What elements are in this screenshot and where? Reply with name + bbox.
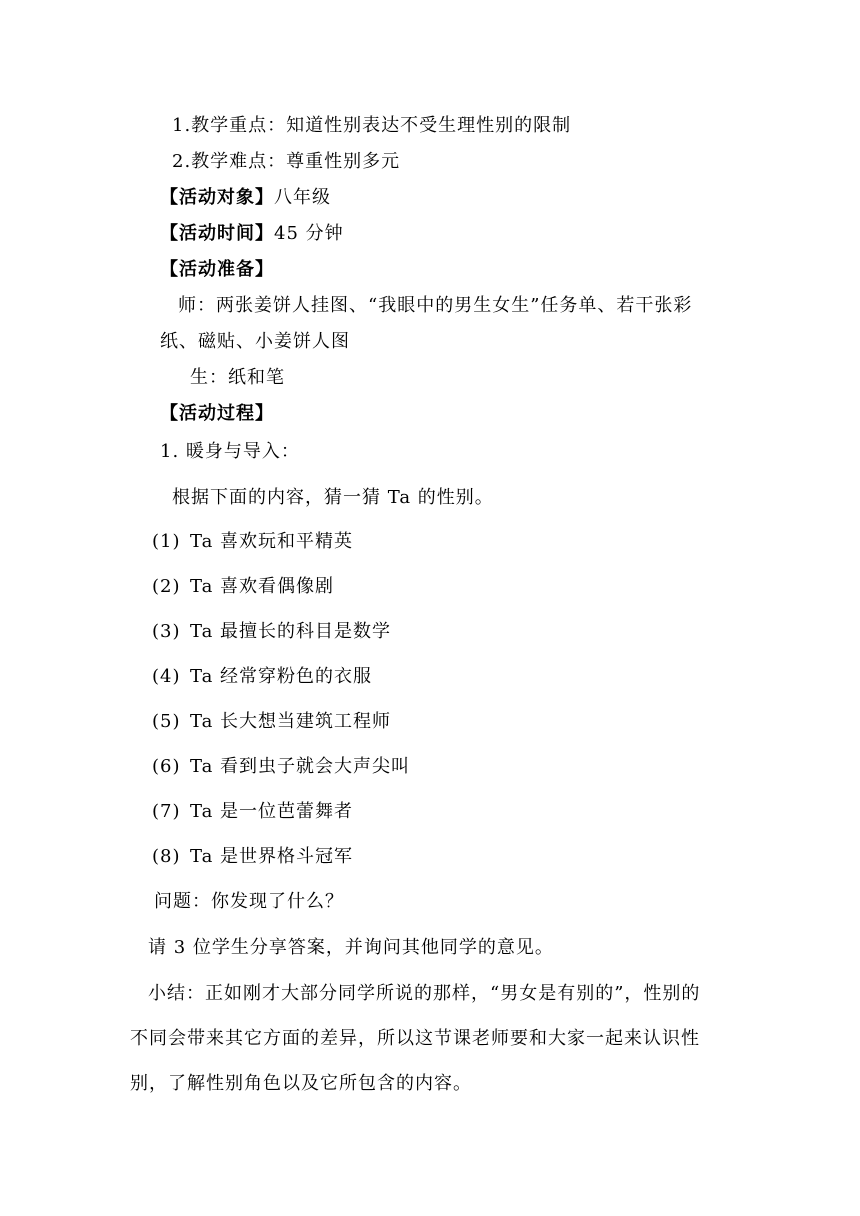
list-item-number: (8) [152,846,181,867]
summary-line-1: 小结：正如刚才大部分同学所说的那样，“男女是有别的”，性别的 [148,983,701,1004]
list-item [152,710,391,734]
list-item-text: Ta 看到虫子就会大声尖叫 [190,756,411,777]
summary-line-2: 不同会带来其它方面的差异，所以这节课老师要和大家一起来认识性 [130,1028,700,1049]
audience-value: 八年级 [274,187,331,208]
list-item-text: Ta 长大想当建筑工程师 [190,711,392,732]
list-item [152,575,334,599]
list-item-number: (6) [152,756,181,777]
share-line: 请 3 位学生分享答案，并询问其他同学的意见。 [148,937,554,958]
teacher-prep-line-2: 纸、磁贴、小姜饼人图 [160,331,350,352]
student-prep-line: 生：纸和笔 [190,367,285,388]
audience-label: 【活动对象】 [160,187,274,208]
duration-label: 【活动时间】 [160,223,274,244]
list-item-number: (4) [152,666,181,687]
list-item-text: Ta 是世界格斗冠军 [190,846,354,867]
warmup-heading: 1. 暖身与导入： [160,441,300,462]
summary-line-3: 别，了解性别角色以及它所包含的内容。 [130,1073,472,1094]
list-item-number: (1) [152,531,181,552]
list-item-text: Ta 喜欢看偶像剧 [190,576,335,597]
difficulty-line: 2.教学难点：尊重性别多元 [172,151,401,172]
process-label: 【活动过程】 [160,403,274,424]
question-line: 问题：你发现了什么？ [154,891,344,912]
list-item-text: Ta 喜欢玩和平精英 [190,531,354,552]
warmup-instruction: 根据下面的内容，猜一猜 Ta 的性别。 [172,487,494,508]
duration-line [160,222,344,246]
prep-label: 【活动准备】 [160,259,274,280]
audience-line [160,186,331,210]
list-item [152,530,353,554]
list-item-text: Ta 是一位芭蕾舞者 [190,801,354,822]
list-item-number: (5) [152,711,181,732]
list-item-text: Ta 最擅长的科目是数学 [190,621,392,642]
list-item [152,620,391,644]
key-point-line: 1.教学重点：知道性别表达不受生理性别的限制 [172,115,572,136]
list-item [152,755,410,779]
list-item [152,845,353,869]
list-item [152,800,353,824]
list-item-number: (2) [152,576,181,597]
duration-value: 45 分钟 [274,223,344,244]
list-item-number: (7) [152,801,181,822]
teacher-prep-line-1: 师：两张姜饼人挂图、“我眼中的男生女生”任务单、若干张彩 [178,295,693,316]
list-item-number: (3) [152,621,181,642]
list-item [152,665,372,689]
list-item-text: Ta 经常穿粉色的衣服 [190,666,373,687]
